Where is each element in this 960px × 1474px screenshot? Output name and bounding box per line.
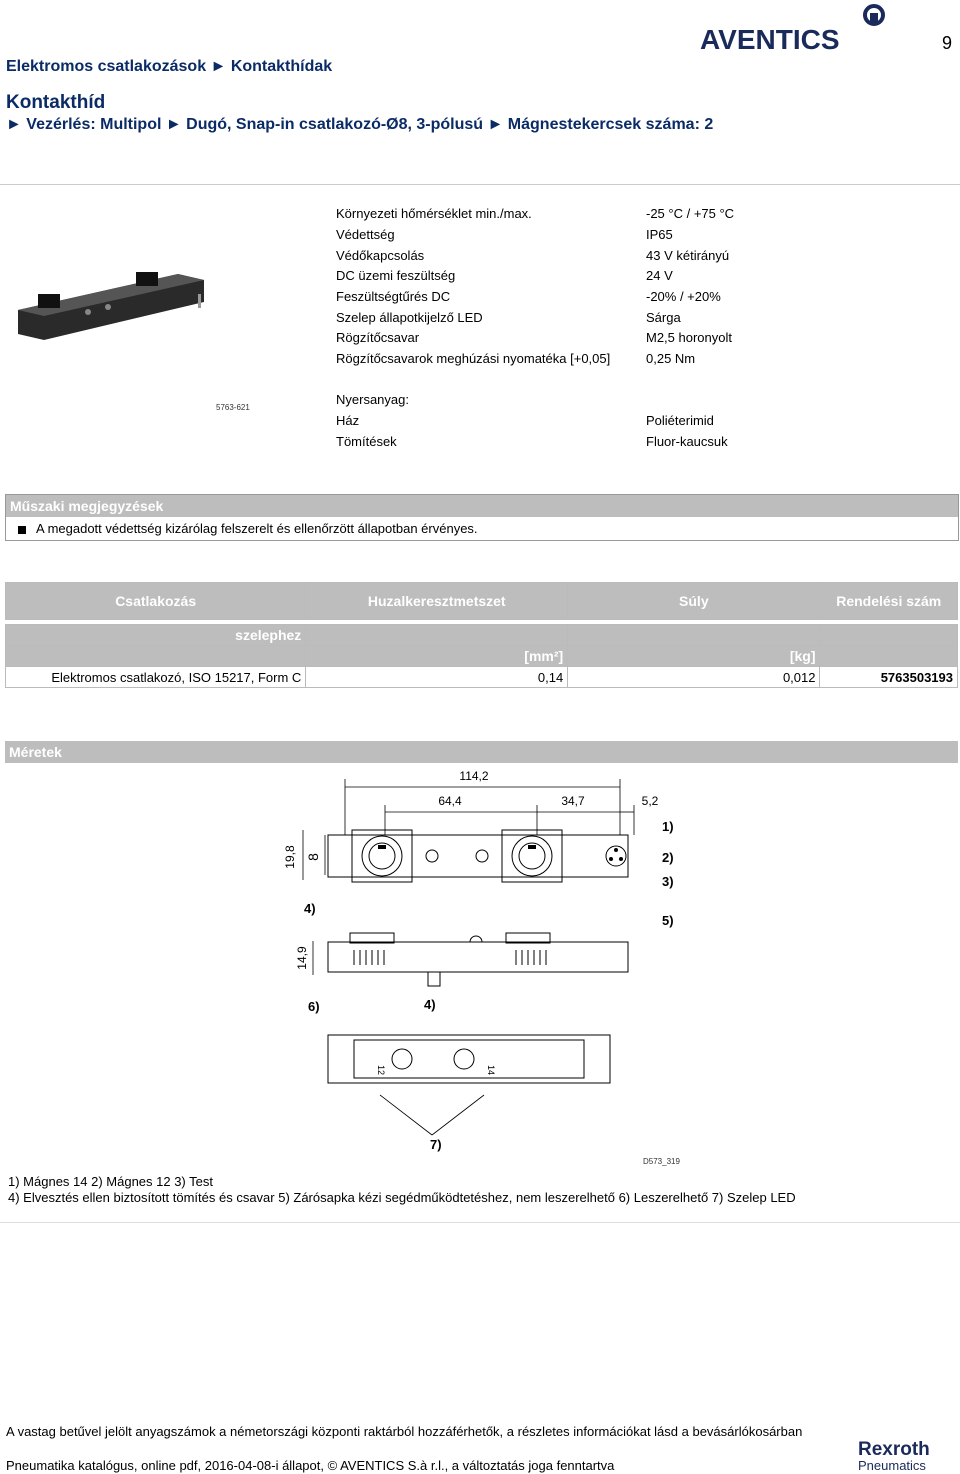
cell-cross-section: 0,14	[306, 667, 568, 688]
callout-7: 7)	[430, 1137, 442, 1152]
legend-divider	[0, 1222, 960, 1223]
legend-line: 1) Mágnes 14 2) Mágnes 12 3) Test	[8, 1174, 213, 1189]
page-title: Kontakthíd	[6, 92, 106, 113]
rexroth-logo-top: Rexroth	[858, 1439, 930, 1460]
unit-weight: [kg]	[568, 646, 820, 667]
col-header-connection: Csatlakozás	[6, 583, 306, 620]
spec-value: Sárga	[646, 310, 681, 325]
page-subtitle: ► Vezérlés: Multipol ► Dugó, Snap-in csatlakozó-Ø8, 3-pólusú ► Mágnestekercsek száma: 2	[6, 116, 714, 133]
materials-heading: Nyersanyag:	[336, 392, 409, 407]
callout-1: 1)	[662, 819, 674, 834]
col-header-weight: Súly	[568, 583, 820, 620]
breadcrumb: Elektromos csatlakozások ► Kontakthídak	[6, 58, 333, 75]
aventics-logo	[700, 3, 888, 53]
callout-5: 5)	[662, 913, 674, 928]
spec-value: -20% / +20%	[646, 289, 721, 304]
table-unit-row	[6, 646, 958, 667]
dim-h1: 19,8	[283, 845, 297, 869]
material-value: Fluor-kaucsuk	[646, 434, 728, 449]
material-label: Tömítések	[336, 434, 397, 449]
pin-label-14: 14	[486, 1065, 496, 1076]
dim-total: 114,2	[459, 769, 489, 783]
footer-copyright: Pneumatika katalógus, online pdf, 2016-04-08-i állapot, © AVENTICS S.à r.l., a változtatás joga fenntartva	[6, 1458, 615, 1473]
unit-cross-section: [mm²]	[306, 646, 568, 667]
dim-c: 5,2	[641, 794, 659, 808]
rexroth-logo-bottom: Pneumatics	[858, 1458, 926, 1473]
notes-header: Műszaki megjegyzések	[6, 495, 958, 517]
callout-3: 3)	[662, 874, 674, 889]
dim-h2: 8	[305, 853, 321, 861]
image-code: 5763-621	[216, 403, 250, 412]
drawing-code: D573_319	[643, 1157, 680, 1166]
dim-b: 34,7	[561, 794, 585, 808]
callout-4b: 4)	[424, 997, 436, 1012]
header-divider	[0, 184, 960, 185]
spec-label: Feszültségtűrés DC	[336, 289, 451, 304]
dimensions-header: Méretek	[5, 741, 958, 763]
dim-a: 64,4	[438, 794, 462, 808]
spec-label: DC üzemi feszültség	[336, 268, 456, 283]
spec-label: Rögzítőcsavar	[336, 330, 420, 345]
spec-label: Védőkapcsolás	[336, 248, 425, 263]
pin-label-12: 12	[376, 1065, 386, 1076]
material-label: Ház	[336, 413, 360, 428]
cell-order-no: 5763503193	[820, 667, 958, 688]
product-image	[8, 250, 218, 350]
spec-value: 43 V kétirányú	[646, 248, 730, 263]
table-subheader-row	[6, 625, 958, 646]
col-header-order-no: Rendelési szám	[820, 583, 958, 620]
spec-label: Rögzítőcsavarok meghúzási nyomatéka [+0,05]	[336, 351, 611, 366]
callout-6: 6)	[308, 999, 320, 1014]
technical-notes	[5, 494, 959, 541]
callout-4: 4)	[304, 901, 316, 916]
spec-label: Környezeti hőmérséklet min./max.	[336, 206, 532, 221]
logo-text: AVENTICS	[700, 24, 840, 53]
spec-label: Védettség	[336, 227, 395, 242]
notes-item-text: A megadott védettség kizárólag felszerelt és ellenőrzött állapotban érvényes.	[36, 521, 478, 536]
table-row	[6, 667, 958, 688]
order-table	[5, 582, 958, 688]
col-sub-connection: szelephez	[6, 625, 306, 646]
table-header-row	[6, 583, 958, 620]
spec-value: -25 °C / +75 °C	[646, 206, 735, 221]
cell-connection: Elektromos csatlakozó, ISO 15217, Form C	[6, 667, 306, 688]
rexroth-logo	[858, 1437, 958, 1473]
legend-line: 4) Elvesztés ellen biztosított tömítés és csavar 5) Zárósapka kézi segédműködtetéshez, nem leszerelhető 6) Leszerelhető 7) Szelep LED	[8, 1190, 796, 1205]
material-value: Poliéterimid	[646, 413, 714, 428]
footer-note: A vastag betűvel jelölt anyagszámok a németországi központi raktárból hozzáférhetők, a részletes információkat lásd a bevásárlókosárban	[6, 1424, 803, 1439]
bullet-icon	[18, 526, 26, 534]
spec-label: Szelep állapotkijelző LED	[336, 310, 483, 325]
spec-value: M2,5 horonyolt	[646, 330, 732, 345]
spec-value: 0,25 Nm	[646, 351, 696, 366]
notes-item	[18, 521, 478, 536]
col-header-cross-section: Huzalkeresztmetszet	[306, 583, 568, 620]
spec-value: IP65	[646, 227, 673, 242]
dimension-drawing	[270, 765, 690, 1165]
spec-value: 24 V	[646, 268, 673, 283]
page-number: 9	[942, 33, 953, 53]
dim-h3: 14,9	[295, 946, 309, 970]
callout-2: 2)	[662, 850, 674, 865]
cell-weight: 0,012	[568, 667, 820, 688]
